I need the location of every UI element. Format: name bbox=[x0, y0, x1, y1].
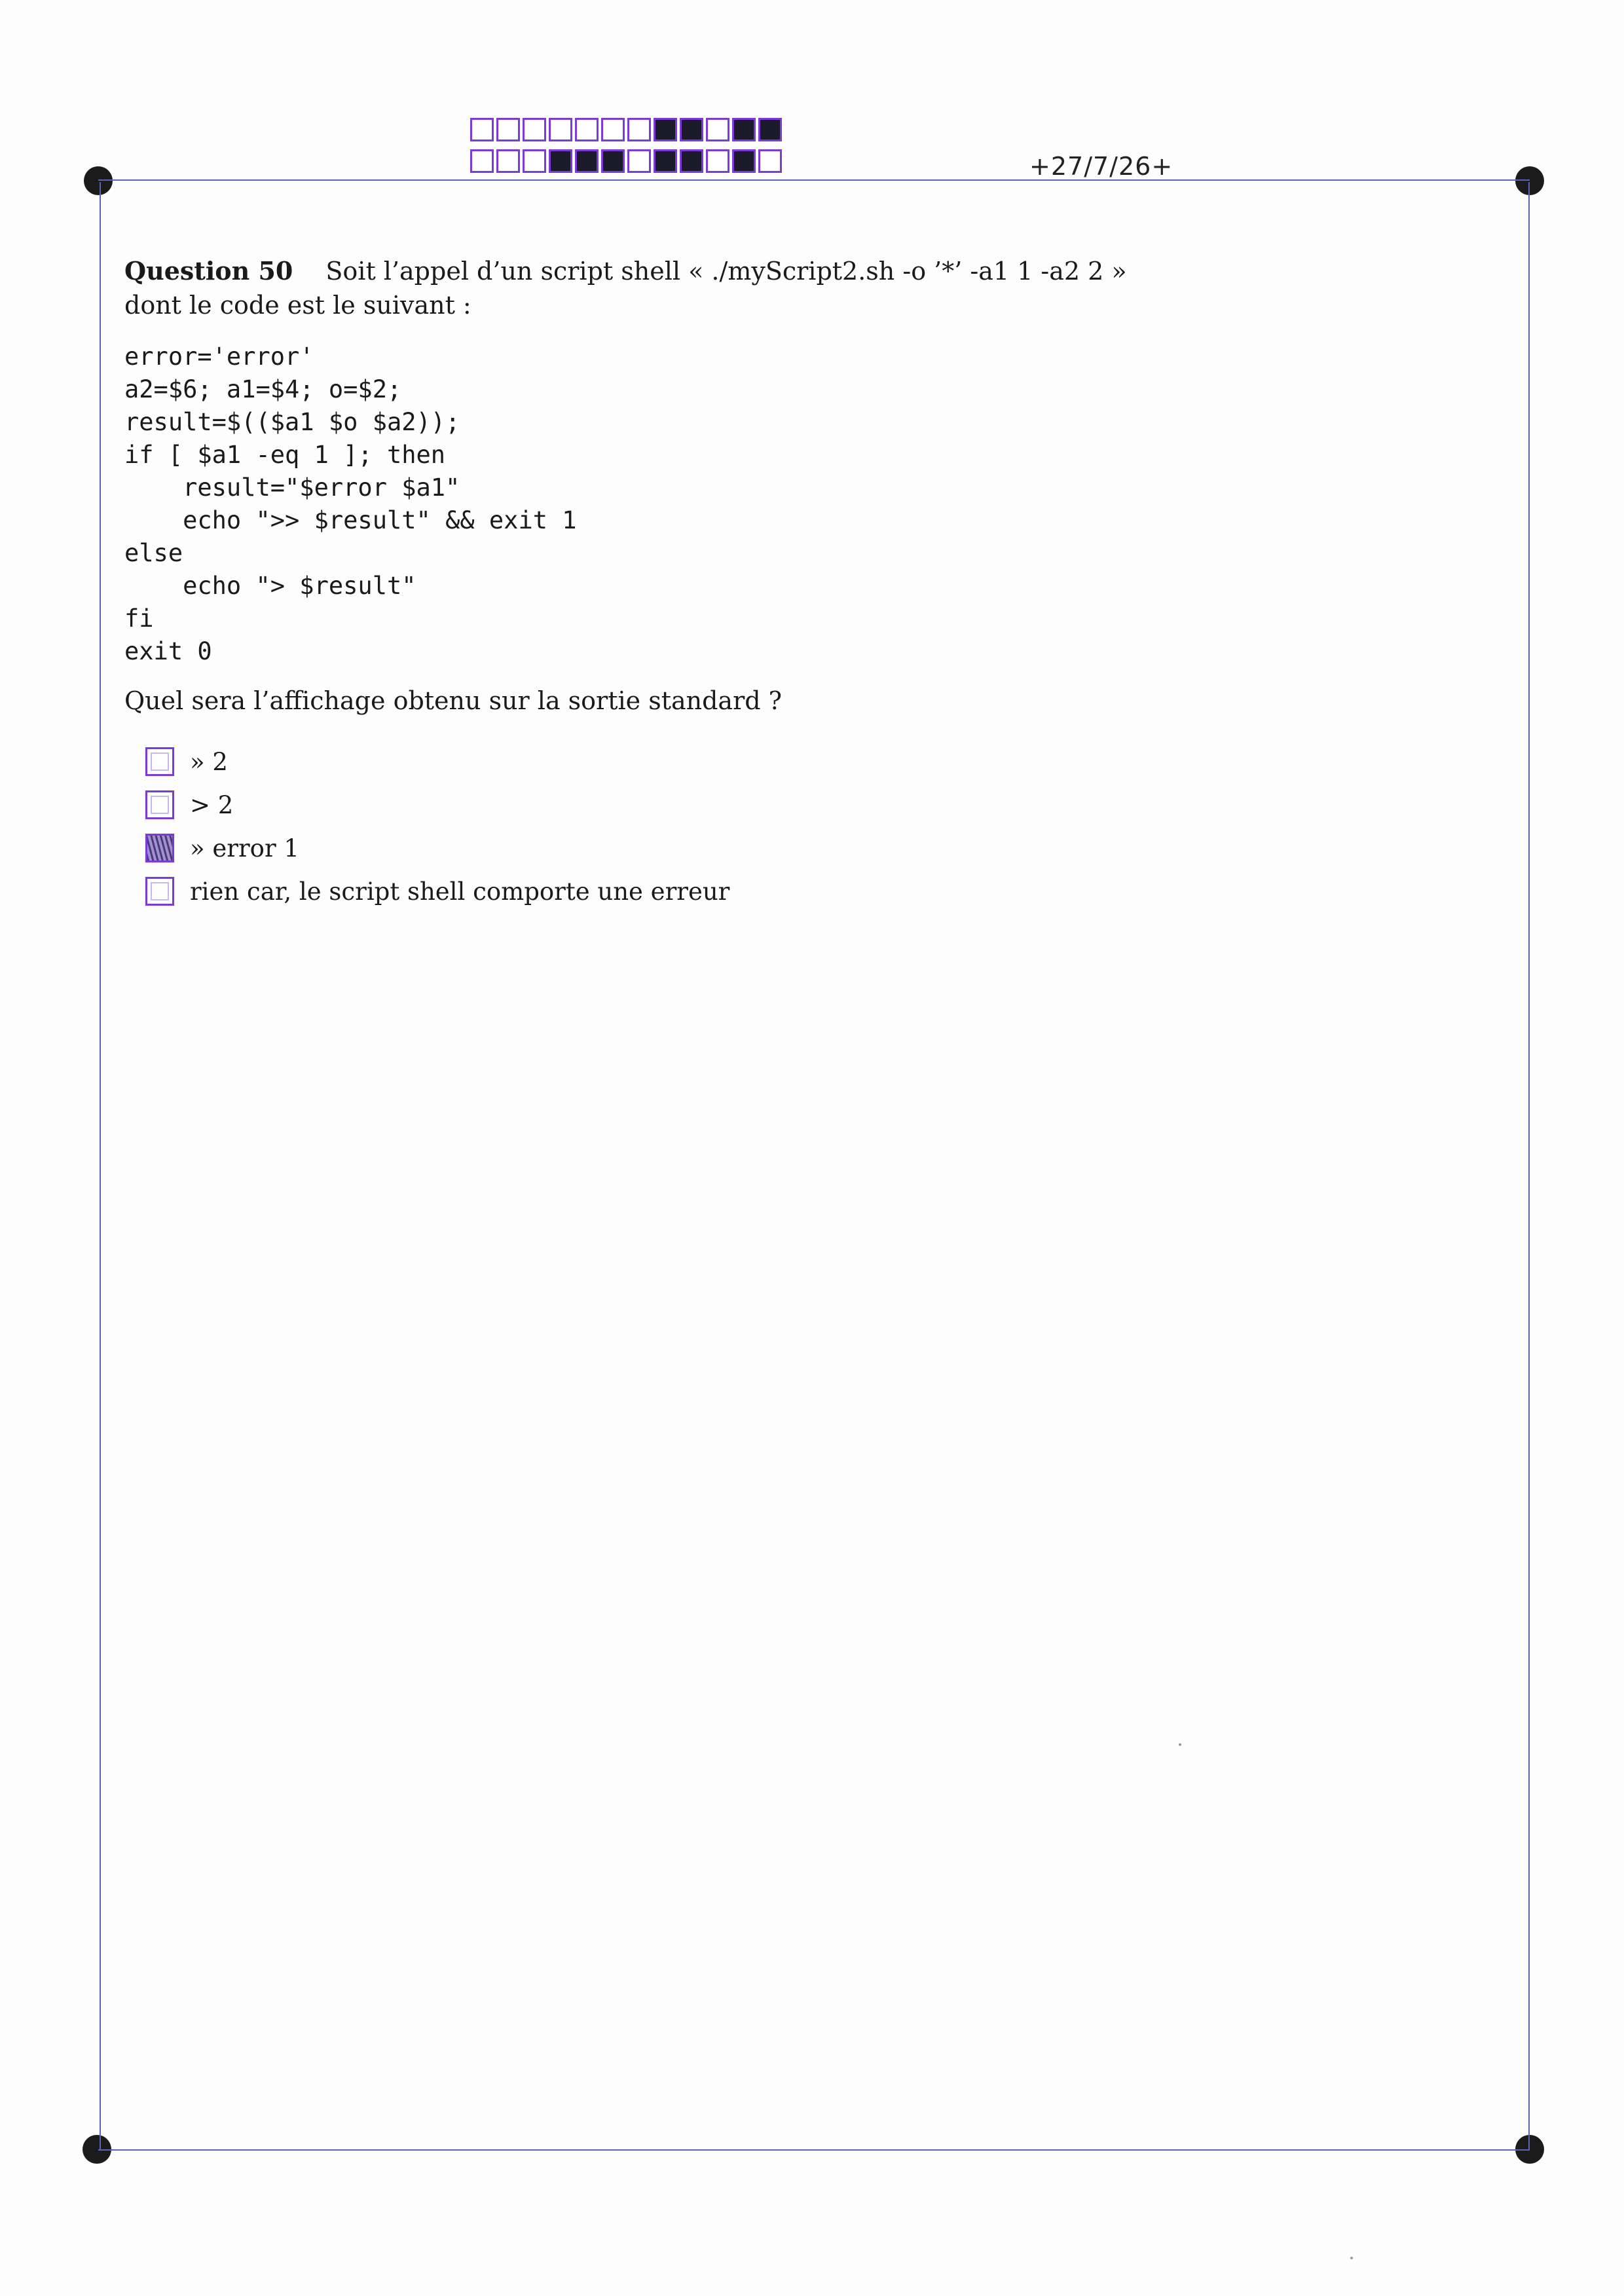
binary-id-code-row-1 bbox=[470, 118, 784, 141]
answer-checkbox[interactable] bbox=[145, 747, 174, 776]
scan-speck bbox=[1350, 2257, 1353, 2259]
answer-checkbox[interactable] bbox=[145, 877, 174, 906]
binary-code-row-1-cell bbox=[496, 118, 520, 141]
binary-code-row-1-cell bbox=[706, 118, 729, 141]
binary-code-row-1-cell bbox=[523, 118, 546, 141]
answer-label: » 2 bbox=[190, 747, 228, 776]
corner-marker-top-left bbox=[84, 166, 113, 195]
binary-code-row-2-cell bbox=[627, 149, 651, 173]
binary-code-row-2-cell bbox=[601, 149, 625, 173]
binary-id-code-row-2 bbox=[470, 149, 784, 173]
question-prompt: Quel sera l’affichage obtenu sur la sortie standard ? bbox=[124, 686, 783, 715]
binary-code-row-1-cell bbox=[758, 118, 782, 141]
binary-code-row-2-cell bbox=[549, 149, 572, 173]
answer-checkbox[interactable] bbox=[145, 790, 174, 819]
corner-marker-top-right bbox=[1515, 166, 1544, 195]
binary-code-row-1-cell bbox=[732, 118, 756, 141]
answer-checkbox-checked[interactable] bbox=[145, 834, 174, 862]
answer-option[interactable] bbox=[145, 826, 729, 870]
answer-list bbox=[145, 740, 729, 913]
binary-code-row-1-cell bbox=[549, 118, 572, 141]
frame-top-line bbox=[98, 179, 1530, 181]
scan-speck bbox=[1179, 1743, 1181, 1746]
binary-code-row-2-cell bbox=[496, 149, 520, 173]
binary-code-row-2-cell bbox=[758, 149, 782, 173]
shell-code-block: error='error' a2=$6; a1=$4; o=$2; result=$(($a1 $o $a2)); if [ $a1 -eq 1 ]; then result="$error $a1" echo ">> $result" && exit 1 else echo "> $result" fi exit 0 bbox=[124, 343, 577, 665]
binary-code-row-2-cell bbox=[654, 149, 677, 173]
answer-option[interactable] bbox=[145, 740, 729, 783]
binary-code-row-1-cell bbox=[575, 118, 599, 141]
question-text: Soit l’appel d’un script shell « ./myScript2.sh -o ’*’ -a1 1 -a2 2 » dont le code est le suivant : bbox=[124, 257, 1127, 320]
frame-right-line bbox=[1528, 182, 1530, 2149]
question-label: Question 50 bbox=[124, 256, 293, 286]
binary-code-row-2-cell bbox=[706, 149, 729, 173]
binary-code-row-1-cell bbox=[470, 118, 494, 141]
answer-label: > 2 bbox=[190, 790, 234, 819]
binary-code-row-2-cell bbox=[575, 149, 599, 173]
binary-code-row-1-cell bbox=[601, 118, 625, 141]
binary-code-row-2-cell bbox=[732, 149, 756, 173]
frame-bottom-line bbox=[98, 2149, 1530, 2151]
binary-code-row-1-cell bbox=[680, 118, 703, 141]
binary-code-row-1-cell bbox=[654, 118, 677, 141]
binary-code-row-2-cell bbox=[523, 149, 546, 173]
frame-left-line bbox=[100, 182, 101, 2149]
answer-label: » error 1 bbox=[190, 834, 299, 862]
answer-option[interactable] bbox=[145, 870, 729, 913]
question-statement bbox=[124, 254, 1172, 322]
answer-option[interactable] bbox=[145, 783, 729, 826]
page-number: +27/7/26+ bbox=[1029, 152, 1173, 181]
binary-code-row-1-cell bbox=[627, 118, 651, 141]
answer-label: rien car, le script shell comporte une erreur bbox=[190, 877, 730, 906]
binary-code-row-2-cell bbox=[680, 149, 703, 173]
binary-code-row-2-cell bbox=[470, 149, 494, 173]
